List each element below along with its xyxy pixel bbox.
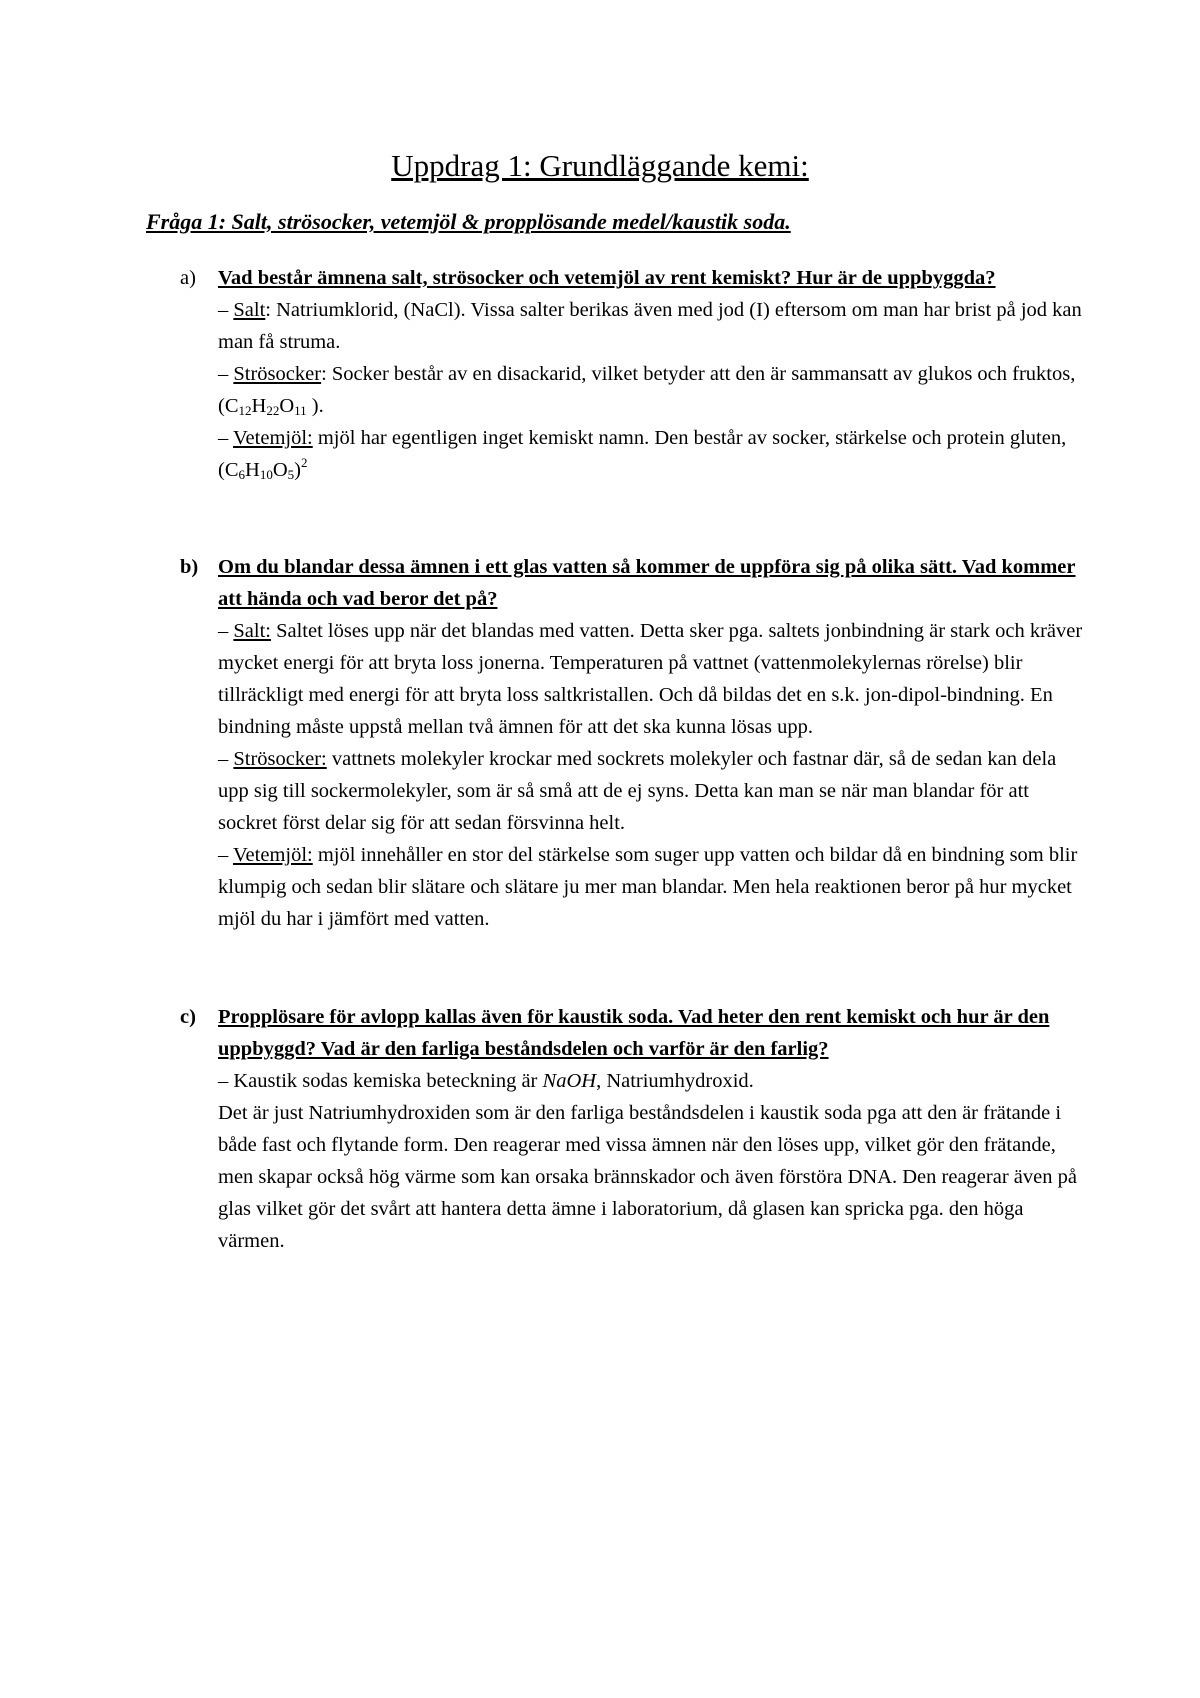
formula-part: H bbox=[251, 395, 267, 417]
answer-flour bbox=[218, 839, 1085, 935]
dash: – bbox=[218, 363, 234, 385]
answer-explanation: Det är just Natriumhydroxiden som är den farliga beståndsdelen i kaustik soda pga att den är frätande i både fast och flytande form. Den reagerar med vissa ämnen när den löses upp, vilket gör den frätande, men skapar också hög värme som kan orsaka brännskador och även förstöra DNA. Den reagerar även på glas vilket gör det svårt att hantera detta ämne i laboratorium, då glasen kan spricka pga. den höga värmen. bbox=[218, 1102, 1077, 1252]
formula-part: H bbox=[245, 459, 260, 481]
question-marker: c) bbox=[180, 1006, 196, 1028]
dash: – bbox=[218, 299, 234, 321]
question-text: Propplösare för avlopp kallas även för kaustik soda. Vad heter den rent kemiskt och hur är den uppbyggd? Vad är den farliga beståndsdelen och varför är den farlig? bbox=[218, 1006, 1050, 1060]
answer-text: , Natriumhydroxid. bbox=[596, 1070, 754, 1092]
question-text: Vad består ämnena salt, strösocker och vetemjöl av rent kemiskt? Hur är de uppbyggda? bbox=[218, 267, 996, 289]
dash: – bbox=[218, 620, 234, 642]
formula-part: O bbox=[279, 395, 295, 417]
subscript: 10 bbox=[259, 467, 273, 482]
answer-text: : Socker består av en disackarid, vilket betyder att den är sammansatt av glukos och fruktos, (C bbox=[218, 363, 1076, 417]
question-text: Om du blandar dessa ämnen i ett glas vatten så kommer de uppföra sig på olika sätt. Vad kommer att hända och vad beror det på? bbox=[218, 556, 1076, 610]
answer-salt bbox=[218, 294, 1085, 358]
answer-label: Salt: bbox=[233, 620, 271, 642]
dash: – bbox=[218, 427, 234, 449]
subscript: 11 bbox=[294, 403, 307, 418]
subscript: 5 bbox=[287, 467, 295, 482]
question-content bbox=[218, 551, 1085, 935]
answer-text: mjöl innehåller en stor del stärkelse som suger upp vatten och bildar då en bindning som blir klumpig och sedan blir slätare och slätare ju mer man blandar. Men hela reaktionen beror på hur mycket mjöl du har i jämfört med vatten. bbox=[218, 844, 1078, 930]
dash: – bbox=[218, 748, 234, 770]
chemical-formula: NaOH bbox=[542, 1070, 597, 1092]
question-c bbox=[180, 1001, 1085, 1257]
answer-text: mjöl har egentligen inget kemiskt namn. Den består av socker, stärkelse och protein gluten, (C bbox=[218, 427, 1067, 481]
answer-sugar bbox=[218, 743, 1085, 839]
formula-end: ) bbox=[294, 459, 301, 481]
answer-text: – Kaustik sodas kemiska beteckning är bbox=[218, 1070, 543, 1092]
answer-salt bbox=[218, 615, 1085, 743]
answer-label: Vetemjöl: bbox=[233, 844, 313, 866]
question-content bbox=[218, 1001, 1085, 1257]
question-a bbox=[180, 262, 1085, 486]
answer-text: : Natriumklorid, (NaCl). Vissa salter berikas även med jod (I) eftersom om man har brist på jod kan man få struma. bbox=[218, 299, 1082, 353]
answer-text: Saltet löses upp när det blandas med vatten. Detta sker pga. saltets jonbindning är stark och kräver mycket energi för att bryta loss jonerna. Temperaturen på vattnet (vattenmolekylernas rörelse) blir tillräckligt med energi för att bryta loss saltkristallen. Och då bildas det en s.k. jon-dipol-bindning. En bindning måste uppstå mellan två ämnen för att det ska kunna lösas upp. bbox=[218, 620, 1083, 738]
answer-label: Strösocker: bbox=[233, 748, 327, 770]
answer-label: Salt bbox=[233, 299, 266, 321]
subscript: 6 bbox=[238, 467, 245, 482]
formula-end: ). bbox=[306, 395, 324, 417]
question-marker: b) bbox=[180, 556, 199, 578]
page-title: Uppdrag 1: Grundläggande kemi: bbox=[391, 148, 809, 183]
answer-text: vattnets molekyler krockar med sockrets molekyler och fastnar där, så de sedan kan dela upp sig till sockermolekyler, som är så små att de ej syns. Detta kan man se när man blandar för att sockret först delar sig för att sedan försvinna helt. bbox=[218, 748, 1057, 834]
answer-flour bbox=[218, 422, 1085, 486]
question-heading: Fråga 1: Salt, strösocker, vetemjöl & propplösande medel/kaustik soda. bbox=[146, 209, 791, 234]
question-content bbox=[218, 262, 1085, 486]
answer-formula bbox=[218, 1065, 1085, 1097]
subscript: 22 bbox=[266, 403, 280, 418]
answer-label: Strösocker bbox=[233, 363, 322, 385]
question-marker: a) bbox=[180, 267, 196, 289]
answer-label: Vetemjöl: bbox=[233, 427, 313, 449]
superscript: 2 bbox=[300, 455, 308, 470]
answer-sugar bbox=[218, 358, 1085, 422]
question-b bbox=[180, 551, 1085, 935]
formula-part: O bbox=[272, 459, 288, 481]
dash: – bbox=[218, 844, 234, 866]
subscript: 12 bbox=[238, 403, 252, 418]
